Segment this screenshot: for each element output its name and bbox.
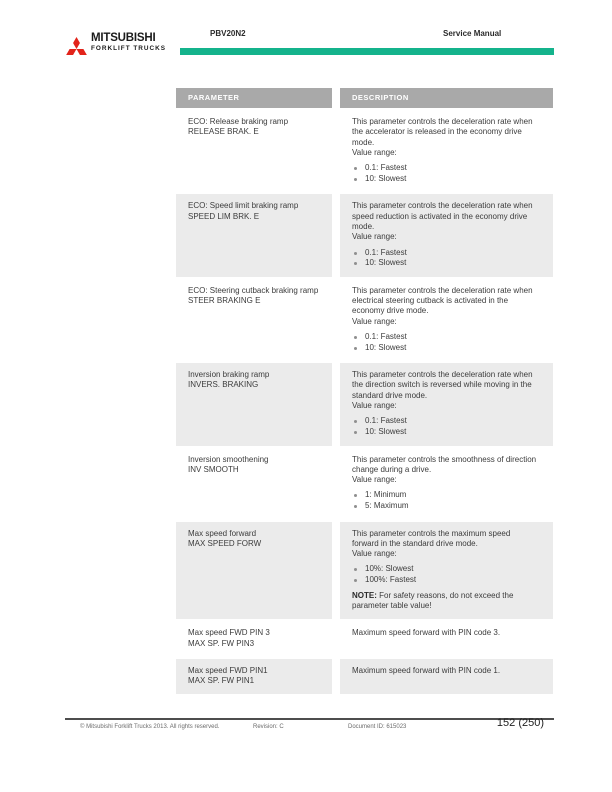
description-line: the direction switch is reversed while moving in the — [352, 380, 532, 390]
description-line: speed reduction is activated in the economy drive — [352, 211, 528, 221]
description-line: Value range: — [352, 475, 397, 485]
table-row — [176, 448, 553, 520]
table-row — [176, 659, 553, 695]
description-line: Value range: — [352, 401, 397, 411]
parameters-table — [176, 88, 553, 696]
description-line: forward in the standard drive mode. — [352, 538, 478, 548]
description-line: This parameter controls the deceleration rate when — [352, 117, 533, 126]
header-accent-bar — [180, 48, 554, 55]
value-range-item: 0.1: Fastest — [352, 163, 543, 174]
table-row — [176, 194, 553, 276]
value-range-item: 10: Slowest — [352, 258, 543, 269]
parameter-line: SPEED LIM BRK. E — [188, 211, 260, 221]
description-line: economy drive mode. — [352, 306, 429, 316]
value-range-item: 10: Slowest — [352, 343, 543, 354]
description-cell — [340, 279, 553, 361]
value-range-list — [352, 248, 543, 269]
parameter-line: MAX SP. FW PIN3 — [188, 638, 255, 648]
parameter-cell — [176, 621, 332, 657]
parameter-line: Max speed FWD PIN 3 — [188, 628, 270, 638]
description-line: Maximum speed forward with PIN code 3. — [352, 628, 501, 638]
description-line: standard drive mode. — [352, 390, 428, 400]
mitsubishi-logo — [65, 33, 166, 56]
value-range-list — [352, 564, 543, 585]
mitsubishi-diamonds-icon — [65, 36, 88, 56]
parameter-line: INVERS. BRAKING — [188, 380, 259, 390]
brand-subtitle: FORKLIFT TRUCKS — [91, 45, 166, 52]
page-number: 152 (250) — [496, 717, 544, 729]
description-line: This parameter controls the maximum speed — [352, 528, 511, 538]
description-cell — [340, 621, 553, 657]
parameter-cell — [176, 363, 332, 445]
table-row — [176, 110, 553, 192]
description-line: the accelerator is released in the economy drive — [352, 127, 522, 137]
description-line: Value range: — [352, 147, 397, 157]
parameter-line: Max speed forward — [188, 528, 257, 538]
value-range-item: 10: Slowest — [352, 174, 543, 185]
parameter-cell — [176, 194, 332, 276]
value-range-list — [352, 163, 543, 184]
description-line: This parameter controls the deceleration rate when — [352, 370, 533, 380]
parameter-line: Inversion braking ramp — [188, 370, 270, 380]
description-line: mode. — [352, 221, 375, 231]
description-cell — [340, 363, 553, 445]
table-row — [176, 621, 553, 657]
footer-divider — [65, 718, 554, 720]
parameter-line: Max speed FWD PIN1 — [188, 665, 268, 675]
parameter-line: ECO: Speed limit braking ramp — [188, 201, 299, 211]
value-range-item: 10: Slowest — [352, 427, 543, 438]
description-cell — [340, 522, 553, 620]
document-title: Service Manual — [443, 29, 502, 38]
description-line: This parameter controls the deceleration rate when — [352, 201, 533, 211]
model-number: PBV20N2 — [210, 29, 246, 38]
revision-text: Revision: C — [253, 724, 284, 730]
column-header-parameter: PARAMETER — [176, 88, 332, 108]
description-cell — [340, 194, 553, 276]
parameter-line: STEER BRAKING E — [188, 296, 261, 306]
column-header-description: DESCRIPTION — [340, 88, 553, 108]
description-line: electrical steering cutback is activated in the — [352, 296, 509, 306]
table-body — [176, 110, 553, 694]
parameter-cell — [176, 110, 332, 192]
document-id-text: Document ID: 615023 — [348, 724, 407, 730]
description-line: change during a drive. — [352, 464, 432, 474]
parameter-cell — [176, 279, 332, 361]
value-range-item: 0.1: Fastest — [352, 416, 543, 427]
table-row — [176, 363, 553, 445]
value-range-item: 100%: Fastest — [352, 575, 543, 586]
description-line: mode. — [352, 137, 375, 147]
parameter-line: MAX SPEED FORW — [188, 538, 262, 548]
parameter-cell — [176, 448, 332, 520]
note-label: NOTE: — [352, 590, 380, 600]
value-range-list — [352, 490, 543, 511]
parameter-line: MAX SP. FW PIN1 — [188, 676, 255, 686]
table-header-row — [176, 88, 553, 108]
brand-name: MITSUBISHI — [91, 32, 156, 44]
description-cell — [340, 448, 553, 520]
note-text: NOTE: For safety reasons, do not exceed the parameter table value! — [352, 590, 514, 610]
value-range-list — [352, 416, 543, 437]
table-row — [176, 522, 553, 620]
description-line: This parameter controls the smoothness of direction — [352, 454, 537, 464]
parameter-line: INV SMOOTH — [188, 464, 239, 474]
parameter-line: RELEASE BRAK. E — [188, 127, 259, 137]
parameter-line: ECO: Release braking ramp — [188, 117, 289, 126]
description-line: Maximum speed forward with PIN code 1. — [352, 665, 501, 675]
description-line: Value range: — [352, 232, 397, 242]
description-line: Value range: — [352, 549, 397, 559]
value-range-item: 0.1: Fastest — [352, 332, 543, 343]
parameter-cell — [176, 659, 332, 695]
table-row — [176, 279, 553, 361]
description-line: This parameter controls the deceleration rate when — [352, 285, 533, 295]
description-cell — [340, 659, 553, 695]
parameter-cell — [176, 522, 332, 620]
description-cell — [340, 110, 553, 192]
value-range-item: 1: Minimum — [352, 490, 543, 501]
copyright-text: © Mitsubishi Forklift Trucks 2013. All rights reserved. — [80, 724, 220, 730]
description-line: Value range: — [352, 316, 397, 326]
parameter-line: ECO: Steering cutback braking ramp — [188, 285, 319, 295]
value-range-item: 0.1: Fastest — [352, 248, 543, 259]
value-range-item: 10%: Slowest — [352, 564, 543, 575]
value-range-list — [352, 332, 543, 353]
brand-text — [91, 33, 166, 52]
value-range-item: 5: Maximum — [352, 501, 543, 512]
parameter-line: Inversion smoothening — [188, 454, 269, 464]
